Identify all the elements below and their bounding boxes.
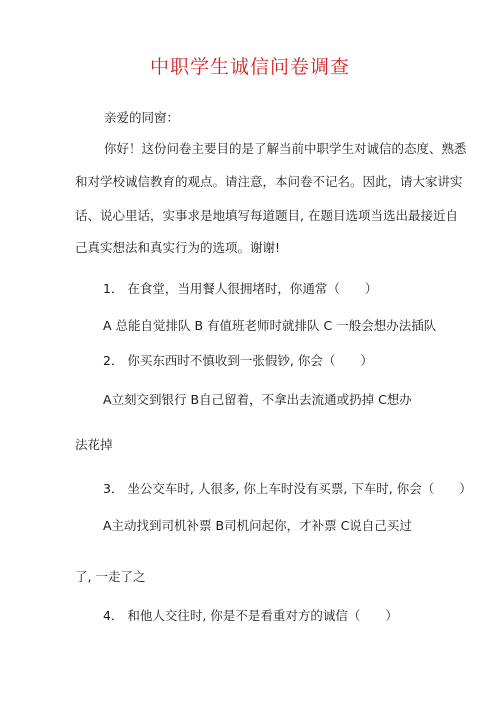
question-3: 3． 坐公交车时, 人很多, 你上车时没有买票, 下车时, 你会（ ）	[103, 481, 472, 496]
question-3-options-cont: 了, 一走了之	[75, 569, 146, 584]
question-2-options: A立刻交到银行 B自己留着，不拿出去流通或扔掉 C想办	[103, 392, 412, 407]
question-4: 4． 和他人交往时, 你是不是看重对方的诚信（ ）	[103, 608, 398, 623]
document-title: 中职学生诚信问卷调查	[149, 56, 350, 78]
intro-line-2: 和对学校诚信教育的观点。请注意，本问卷不记名。因此，请大家讲实	[75, 174, 463, 189]
greeting: 亲爱的同窗：	[104, 110, 180, 125]
question-1: 1． 在食堂，当用餐人很拥堵时，你通常（ ）	[103, 281, 378, 296]
question-3-options: A主动找到司机补票 B司机问起你，才补票 C说自己买过	[103, 518, 412, 533]
intro-line-3: 话、说心里话，实事求是地填写每道题目, 在题目选项当选出最接近自	[75, 208, 458, 223]
question-2: 2． 你买东西时不慎收到一张假钞, 你会（ ）	[103, 353, 373, 368]
question-1-options: A 总能自觉排队 B 有值班老师时就排队 C 一般会想办法插队	[103, 318, 437, 333]
intro-line-1: 你好！这份问卷主要目的是了解当前中职学生对诚信的态度、熟悉	[104, 141, 467, 156]
question-2-options-cont: 法花掉	[75, 437, 113, 452]
intro-line-4: 己真实想法和真实行为的选项。谢谢!	[75, 240, 281, 255]
